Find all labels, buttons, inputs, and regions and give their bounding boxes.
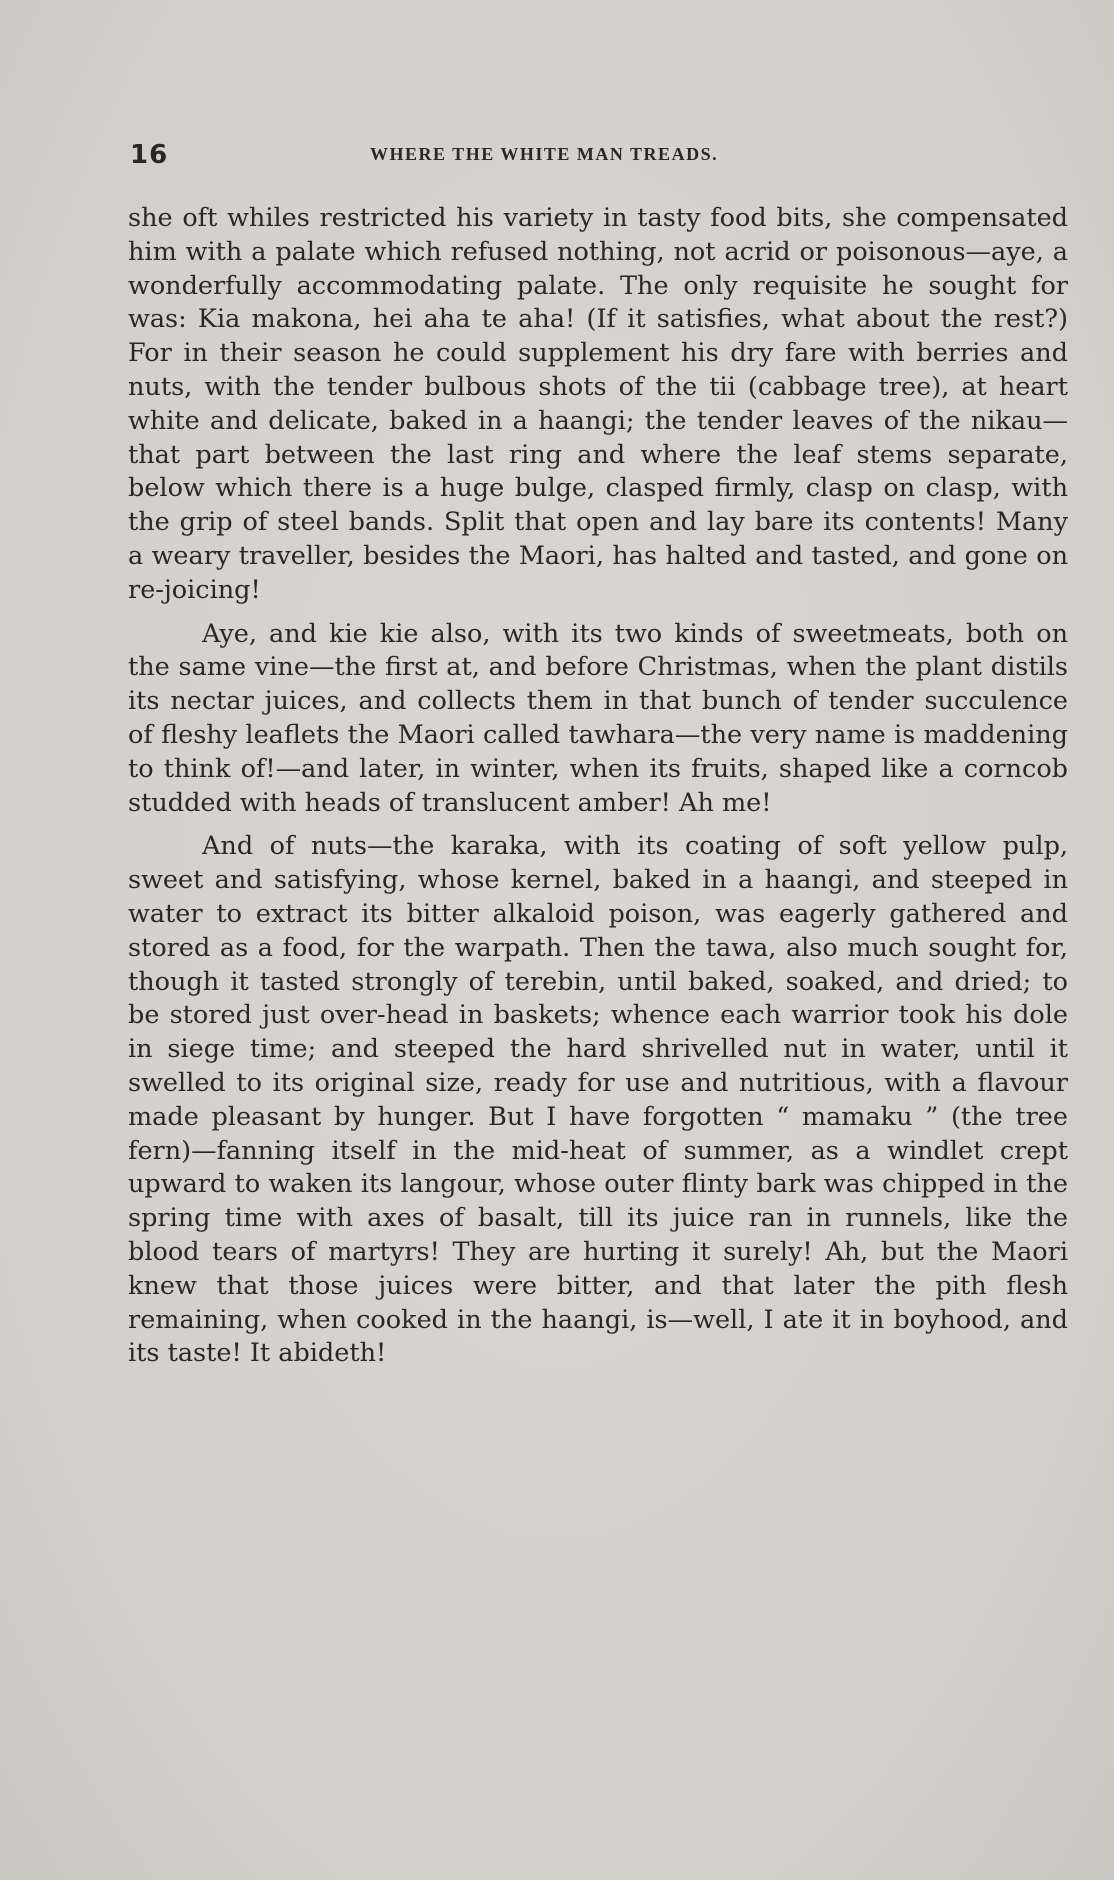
paragraph-3: And of nuts—the karaka, with its coating of soft yellow pulp, sweet and satisfying, whose kernel, baked in a haangi, and steeped in water to extract its bitter alkaloid poison, was eagerly gathered and stored as a food, for the warpath. Then the tawa, also much sought for, though it tasted strongly of terebin, until baked, soaked, and dried; to be stored just over-head in baskets; whence each warrior took his dole in siege time; and steeped the hard shrivelled nut in water, until it swelled to its original size, ready for use and nutritious, with a flavour made pleasant by hunger. But I have forgotten “ mamaku ” (the tree fern)—fanning itself in the mid-heat of summer, as a windlet crept upward to waken its langour, whose outer flinty bark was chipped in the spring time with axes of basalt, till its juice ran in runnels, like the blood tears of martyrs! They are hurting it surely! Ah, but the Maori knew that those juices were bitter, and that later the pith flesh remaining, when cooked in the haangi, is—well, I ate it in boyhood, and its taste! It abideth! — [128, 831, 1068, 1369]
running-head — [130, 140, 1070, 174]
paragraph-1: she oft whiles restricted his variety in tasty food bits, she compensated him with a palate which refused nothing, not acrid or poisonous—aye, a wonderfully accommodating palate. The only requisite he sought for was: Kia makona, hei aha te aha! (If it satisfies, what about the rest?) For in their season he could supplement his dry fare with berries and nuts, with the tender bulbous shots of the tii (cabbage tree), at heart white and delicate, baked in a haangi; the tender leaves of the nikau—that part between the last ring and where the leaf stems separate, below which there is a huge bulge, clasped firmly, clasp on clasp, with the grip of steel bands. Split that open and lay bare its contents! Many a weary traveller, besides the Maori, has halted and tasted, and gone on re-joicing! — [128, 203, 1068, 605]
page-number: 16 — [130, 140, 169, 170]
running-title: WHERE THE WHITE MAN TREADS. — [370, 144, 719, 164]
body-text — [128, 202, 1068, 1381]
paragraph-2: Aye, and kie kie also, with its two kinds of sweetmeats, both on the same vine—the first at, and before Christmas, when the plant distils its nectar juices, and collects them in that bunch of tender succulence of fleshy leaflets the Maori called tawhara—the very name is maddening to think of!—and later, in winter, when its fruits, shaped like a corncob studded with heads of translucent amber! Ah me! — [128, 618, 1068, 818]
